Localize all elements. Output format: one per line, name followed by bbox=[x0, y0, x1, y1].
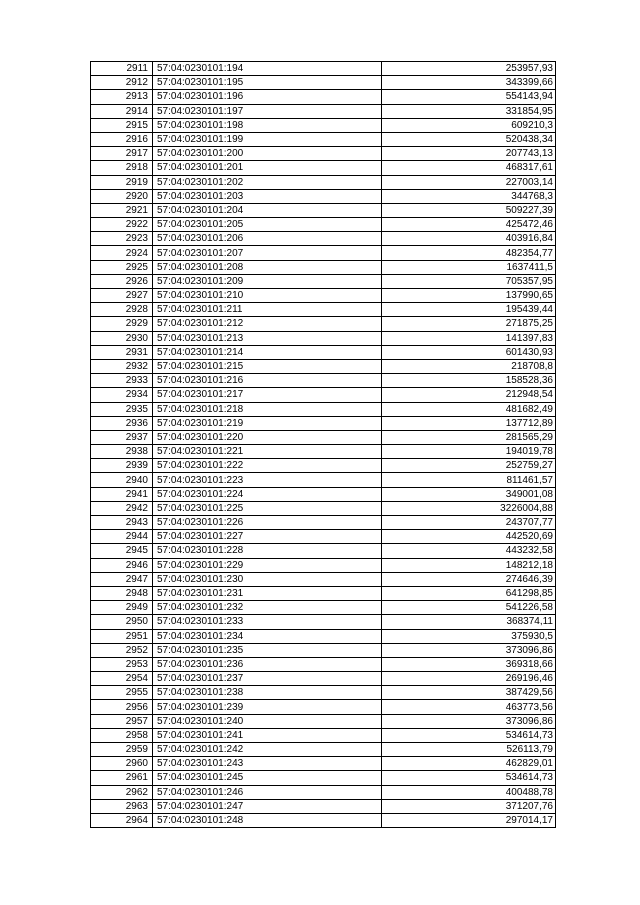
cadastral-number-cell: 57:04:0230101:221 bbox=[153, 445, 382, 459]
value-cell: 331854,95 bbox=[382, 104, 556, 118]
cadastral-number-cell: 57:04:0230101:235 bbox=[153, 643, 382, 657]
cadastral-number-cell: 57:04:0230101:194 bbox=[153, 62, 382, 76]
row-number-cell: 2952 bbox=[91, 643, 153, 657]
table-row bbox=[91, 76, 556, 90]
value-cell: 373096,86 bbox=[382, 643, 556, 657]
table-row bbox=[91, 175, 556, 189]
cadastral-number-cell: 57:04:0230101:237 bbox=[153, 672, 382, 686]
cadastral-number-cell: 57:04:0230101:243 bbox=[153, 757, 382, 771]
table-row bbox=[91, 430, 556, 444]
table-row bbox=[91, 402, 556, 416]
value-cell: 344768,3 bbox=[382, 189, 556, 203]
table-row bbox=[91, 572, 556, 586]
row-number-cell: 2921 bbox=[91, 203, 153, 217]
cadastral-number-cell: 57:04:0230101:213 bbox=[153, 331, 382, 345]
value-cell: 403916,84 bbox=[382, 232, 556, 246]
row-number-cell: 2913 bbox=[91, 90, 153, 104]
row-number-cell: 2916 bbox=[91, 132, 153, 146]
table-row bbox=[91, 246, 556, 260]
value-cell: 526113,79 bbox=[382, 743, 556, 757]
value-cell: 554143,94 bbox=[382, 90, 556, 104]
table-row bbox=[91, 388, 556, 402]
table-row bbox=[91, 118, 556, 132]
value-cell: 601430,93 bbox=[382, 345, 556, 359]
row-number-cell: 2963 bbox=[91, 799, 153, 813]
row-number-cell: 2956 bbox=[91, 700, 153, 714]
table-row bbox=[91, 345, 556, 359]
row-number-cell: 2937 bbox=[91, 430, 153, 444]
cadastral-value-table bbox=[90, 61, 556, 828]
table-row bbox=[91, 643, 556, 657]
row-number-cell: 2948 bbox=[91, 586, 153, 600]
value-cell: 482354,77 bbox=[382, 246, 556, 260]
cadastral-number-cell: 57:04:0230101:234 bbox=[153, 629, 382, 643]
cadastral-number-cell: 57:04:0230101:198 bbox=[153, 118, 382, 132]
table-row bbox=[91, 147, 556, 161]
table-row bbox=[91, 516, 556, 530]
cadastral-number-cell: 57:04:0230101:233 bbox=[153, 615, 382, 629]
row-number-cell: 2947 bbox=[91, 572, 153, 586]
table-row bbox=[91, 104, 556, 118]
value-cell: 194019,78 bbox=[382, 445, 556, 459]
cadastral-number-cell: 57:04:0230101:230 bbox=[153, 572, 382, 586]
cadastral-number-cell: 57:04:0230101:210 bbox=[153, 289, 382, 303]
value-cell: 705357,95 bbox=[382, 274, 556, 288]
cadastral-number-cell: 57:04:0230101:229 bbox=[153, 558, 382, 572]
table-row bbox=[91, 274, 556, 288]
cadastral-number-cell: 57:04:0230101:223 bbox=[153, 473, 382, 487]
table-row bbox=[91, 714, 556, 728]
table-row bbox=[91, 416, 556, 430]
value-cell: 137990,65 bbox=[382, 289, 556, 303]
value-cell: 253957,93 bbox=[382, 62, 556, 76]
table-row bbox=[91, 615, 556, 629]
table-row bbox=[91, 728, 556, 742]
table-row bbox=[91, 700, 556, 714]
value-cell: 468317,61 bbox=[382, 161, 556, 175]
row-number-cell: 2945 bbox=[91, 544, 153, 558]
value-cell: 369318,66 bbox=[382, 657, 556, 671]
table-row bbox=[91, 672, 556, 686]
cadastral-number-cell: 57:04:0230101:236 bbox=[153, 657, 382, 671]
table-row bbox=[91, 317, 556, 331]
cadastral-number-cell: 57:04:0230101:201 bbox=[153, 161, 382, 175]
cadastral-number-cell: 57:04:0230101:228 bbox=[153, 544, 382, 558]
row-number-cell: 2923 bbox=[91, 232, 153, 246]
table-row bbox=[91, 757, 556, 771]
table-row bbox=[91, 189, 556, 203]
table-row bbox=[91, 62, 556, 76]
value-cell: 137712,89 bbox=[382, 416, 556, 430]
row-number-cell: 2914 bbox=[91, 104, 153, 118]
row-number-cell: 2933 bbox=[91, 374, 153, 388]
cadastral-number-cell: 57:04:0230101:208 bbox=[153, 260, 382, 274]
value-cell: 368374,11 bbox=[382, 615, 556, 629]
row-number-cell: 2911 bbox=[91, 62, 153, 76]
cadastral-number-cell: 57:04:0230101:248 bbox=[153, 813, 382, 827]
value-cell: 443232,58 bbox=[382, 544, 556, 558]
value-cell: 463773,56 bbox=[382, 700, 556, 714]
value-cell: 212948,54 bbox=[382, 388, 556, 402]
table-row bbox=[91, 459, 556, 473]
value-cell: 207743,13 bbox=[382, 147, 556, 161]
cadastral-number-cell: 57:04:0230101:200 bbox=[153, 147, 382, 161]
cadastral-number-cell: 57:04:0230101:211 bbox=[153, 303, 382, 317]
row-number-cell: 2960 bbox=[91, 757, 153, 771]
row-number-cell: 2932 bbox=[91, 359, 153, 373]
table-row bbox=[91, 530, 556, 544]
row-number-cell: 2929 bbox=[91, 317, 153, 331]
row-number-cell: 2919 bbox=[91, 175, 153, 189]
value-cell: 141397,83 bbox=[382, 331, 556, 345]
cadastral-number-cell: 57:04:0230101:240 bbox=[153, 714, 382, 728]
table-row bbox=[91, 90, 556, 104]
table-row bbox=[91, 799, 556, 813]
row-number-cell: 2931 bbox=[91, 345, 153, 359]
cadastral-number-cell: 57:04:0230101:217 bbox=[153, 388, 382, 402]
row-number-cell: 2917 bbox=[91, 147, 153, 161]
cadastral-number-cell: 57:04:0230101:218 bbox=[153, 402, 382, 416]
value-cell: 481682,49 bbox=[382, 402, 556, 416]
cadastral-number-cell: 57:04:0230101:215 bbox=[153, 359, 382, 373]
row-number-cell: 2928 bbox=[91, 303, 153, 317]
table-row bbox=[91, 359, 556, 373]
value-cell: 343399,66 bbox=[382, 76, 556, 90]
table-row bbox=[91, 743, 556, 757]
row-number-cell: 2939 bbox=[91, 459, 153, 473]
cadastral-number-cell: 57:04:0230101:196 bbox=[153, 90, 382, 104]
row-number-cell: 2946 bbox=[91, 558, 153, 572]
row-number-cell: 2915 bbox=[91, 118, 153, 132]
row-number-cell: 2958 bbox=[91, 728, 153, 742]
row-number-cell: 2942 bbox=[91, 501, 153, 515]
table-row bbox=[91, 629, 556, 643]
table-row bbox=[91, 331, 556, 345]
cadastral-number-cell: 57:04:0230101:214 bbox=[153, 345, 382, 359]
row-number-cell: 2920 bbox=[91, 189, 153, 203]
cadastral-number-cell: 57:04:0230101:197 bbox=[153, 104, 382, 118]
table-row bbox=[91, 785, 556, 799]
value-cell: 462829,01 bbox=[382, 757, 556, 771]
value-cell: 3226004,88 bbox=[382, 501, 556, 515]
cadastral-number-cell: 57:04:0230101:227 bbox=[153, 530, 382, 544]
cadastral-number-cell: 57:04:0230101:238 bbox=[153, 686, 382, 700]
cadastral-number-cell: 57:04:0230101:224 bbox=[153, 487, 382, 501]
row-number-cell: 2918 bbox=[91, 161, 153, 175]
row-number-cell: 2930 bbox=[91, 331, 153, 345]
row-number-cell: 2951 bbox=[91, 629, 153, 643]
value-cell: 158528,36 bbox=[382, 374, 556, 388]
value-cell: 442520,69 bbox=[382, 530, 556, 544]
cadastral-number-cell: 57:04:0230101:219 bbox=[153, 416, 382, 430]
value-cell: 252759,27 bbox=[382, 459, 556, 473]
cadastral-number-cell: 57:04:0230101:199 bbox=[153, 132, 382, 146]
table-row bbox=[91, 232, 556, 246]
row-number-cell: 2954 bbox=[91, 672, 153, 686]
cadastral-number-cell: 57:04:0230101:246 bbox=[153, 785, 382, 799]
value-cell: 387429,56 bbox=[382, 686, 556, 700]
value-cell: 520438,34 bbox=[382, 132, 556, 146]
table-row bbox=[91, 686, 556, 700]
row-number-cell: 2962 bbox=[91, 785, 153, 799]
value-cell: 534614,73 bbox=[382, 728, 556, 742]
table-row bbox=[91, 374, 556, 388]
table-row bbox=[91, 303, 556, 317]
row-number-cell: 2924 bbox=[91, 246, 153, 260]
cadastral-number-cell: 57:04:0230101:212 bbox=[153, 317, 382, 331]
row-number-cell: 2940 bbox=[91, 473, 153, 487]
cadastral-number-cell: 57:04:0230101:225 bbox=[153, 501, 382, 515]
table-row bbox=[91, 544, 556, 558]
row-number-cell: 2912 bbox=[91, 76, 153, 90]
value-cell: 281565,29 bbox=[382, 430, 556, 444]
table-row bbox=[91, 161, 556, 175]
value-cell: 148212,18 bbox=[382, 558, 556, 572]
table-row bbox=[91, 445, 556, 459]
cadastral-number-cell: 57:04:0230101:241 bbox=[153, 728, 382, 742]
cadastral-number-cell: 57:04:0230101:206 bbox=[153, 232, 382, 246]
row-number-cell: 2927 bbox=[91, 289, 153, 303]
table-row bbox=[91, 586, 556, 600]
row-number-cell: 2957 bbox=[91, 714, 153, 728]
row-number-cell: 2925 bbox=[91, 260, 153, 274]
cadastral-number-cell: 57:04:0230101:209 bbox=[153, 274, 382, 288]
row-number-cell: 2950 bbox=[91, 615, 153, 629]
row-number-cell: 2959 bbox=[91, 743, 153, 757]
table-row bbox=[91, 203, 556, 217]
value-cell: 218708,8 bbox=[382, 359, 556, 373]
value-cell: 811461,57 bbox=[382, 473, 556, 487]
cadastral-number-cell: 57:04:0230101:203 bbox=[153, 189, 382, 203]
row-number-cell: 2964 bbox=[91, 813, 153, 827]
cadastral-number-cell: 57:04:0230101:222 bbox=[153, 459, 382, 473]
row-number-cell: 2944 bbox=[91, 530, 153, 544]
row-number-cell: 2936 bbox=[91, 416, 153, 430]
cadastral-number-cell: 57:04:0230101:232 bbox=[153, 601, 382, 615]
table-row bbox=[91, 771, 556, 785]
cadastral-number-cell: 57:04:0230101:220 bbox=[153, 430, 382, 444]
value-cell: 1637411,5 bbox=[382, 260, 556, 274]
value-cell: 509227,39 bbox=[382, 203, 556, 217]
table-row bbox=[91, 601, 556, 615]
cadastral-number-cell: 57:04:0230101:204 bbox=[153, 203, 382, 217]
value-cell: 400488,78 bbox=[382, 785, 556, 799]
table-row bbox=[91, 501, 556, 515]
value-cell: 243707,77 bbox=[382, 516, 556, 530]
row-number-cell: 2943 bbox=[91, 516, 153, 530]
row-number-cell: 2949 bbox=[91, 601, 153, 615]
table-row bbox=[91, 132, 556, 146]
table-row bbox=[91, 558, 556, 572]
cadastral-number-cell: 57:04:0230101:226 bbox=[153, 516, 382, 530]
value-cell: 227003,14 bbox=[382, 175, 556, 189]
table-row bbox=[91, 289, 556, 303]
cadastral-number-cell: 57:04:0230101:207 bbox=[153, 246, 382, 260]
table-row bbox=[91, 657, 556, 671]
cadastral-number-cell: 57:04:0230101:242 bbox=[153, 743, 382, 757]
value-cell: 271875,25 bbox=[382, 317, 556, 331]
cadastral-number-cell: 57:04:0230101:247 bbox=[153, 799, 382, 813]
table-row bbox=[91, 487, 556, 501]
row-number-cell: 2961 bbox=[91, 771, 153, 785]
value-cell: 534614,73 bbox=[382, 771, 556, 785]
cadastral-number-cell: 57:04:0230101:231 bbox=[153, 586, 382, 600]
row-number-cell: 2934 bbox=[91, 388, 153, 402]
table-body bbox=[91, 62, 556, 828]
cadastral-number-cell: 57:04:0230101:205 bbox=[153, 218, 382, 232]
value-cell: 641298,85 bbox=[382, 586, 556, 600]
row-number-cell: 2926 bbox=[91, 274, 153, 288]
row-number-cell: 2941 bbox=[91, 487, 153, 501]
cadastral-number-cell: 57:04:0230101:239 bbox=[153, 700, 382, 714]
value-cell: 375930,5 bbox=[382, 629, 556, 643]
table-row bbox=[91, 813, 556, 827]
cadastral-number-cell: 57:04:0230101:195 bbox=[153, 76, 382, 90]
value-cell: 425472,46 bbox=[382, 218, 556, 232]
row-number-cell: 2935 bbox=[91, 402, 153, 416]
value-cell: 269196,46 bbox=[382, 672, 556, 686]
value-cell: 371207,76 bbox=[382, 799, 556, 813]
row-number-cell: 2953 bbox=[91, 657, 153, 671]
cadastral-number-cell: 57:04:0230101:216 bbox=[153, 374, 382, 388]
value-cell: 609210,3 bbox=[382, 118, 556, 132]
cadastral-number-cell: 57:04:0230101:202 bbox=[153, 175, 382, 189]
value-cell: 373096,86 bbox=[382, 714, 556, 728]
table-row bbox=[91, 218, 556, 232]
row-number-cell: 2955 bbox=[91, 686, 153, 700]
value-cell: 195439,44 bbox=[382, 303, 556, 317]
table-row bbox=[91, 473, 556, 487]
row-number-cell: 2938 bbox=[91, 445, 153, 459]
value-cell: 541226,58 bbox=[382, 601, 556, 615]
value-cell: 349001,08 bbox=[382, 487, 556, 501]
table-row bbox=[91, 260, 556, 274]
value-cell: 274646,39 bbox=[382, 572, 556, 586]
row-number-cell: 2922 bbox=[91, 218, 153, 232]
cadastral-number-cell: 57:04:0230101:245 bbox=[153, 771, 382, 785]
value-cell: 297014,17 bbox=[382, 813, 556, 827]
